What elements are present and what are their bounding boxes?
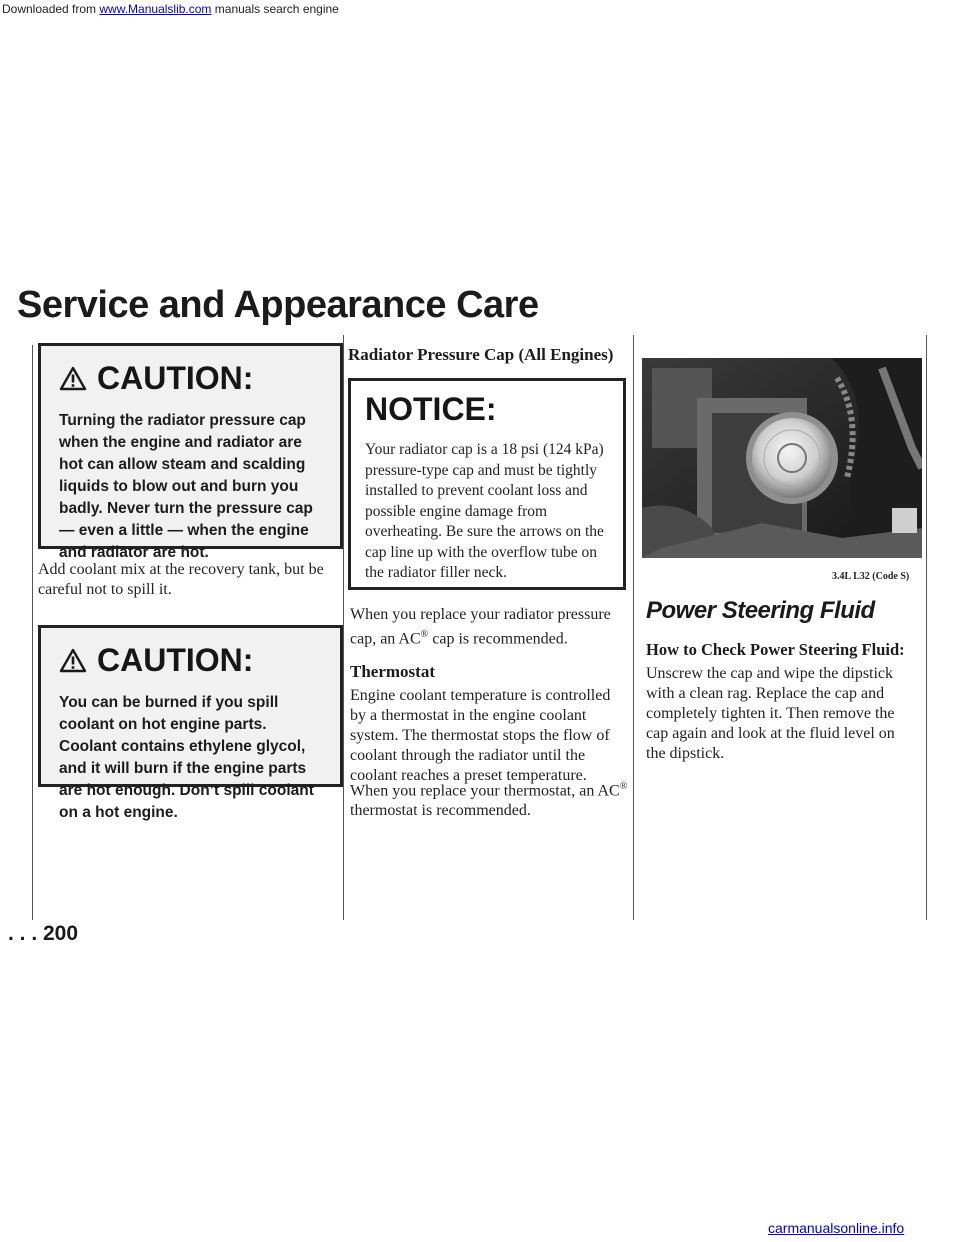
caution-heading: CAUTION: xyxy=(59,642,320,679)
radiator-cap-photo xyxy=(642,358,922,558)
column-rule-4 xyxy=(926,335,927,920)
check-fluid-paragraph: Unscrew the cap and wipe the dipstick with a clean rag. Replace the cap and completely tighten it. Then remove the cap again and look at the fluid level on the dipstick. xyxy=(646,665,895,762)
source-line xyxy=(2,2,339,16)
warning-triangle-icon xyxy=(59,366,87,391)
thermostat-heading: Thermostat xyxy=(350,662,435,681)
page-title: Service and Appearance Care xyxy=(17,284,539,326)
cap-recommend-paragraph: When you replace your radiator pressure cap, an AC® cap is recommended. xyxy=(350,606,611,648)
notice-box xyxy=(348,378,626,590)
column-rule-2 xyxy=(343,335,344,920)
page-number: . . . 200 xyxy=(8,922,79,945)
caution-text: Turning the radiator pressure cap when the engine and radiator are hot can allow steam and scalding liquids to blow out and burn you badly. Never turn the pressure cap — even a little — when the engine and radiator are hot. xyxy=(59,412,313,561)
radiator-cap-heading: Radiator Pressure Cap (All Engines) xyxy=(348,345,614,364)
coolant-mix-paragraph: Add coolant mix at the recovery tank, but be careful not to spill it. xyxy=(38,561,324,598)
manualslib-link[interactable]: www.Manualslib.com xyxy=(99,2,212,16)
warning-triangle-icon xyxy=(59,648,87,673)
engine-photo xyxy=(642,358,922,558)
check-fluid-heading: How to Check Power Steering Fluid: xyxy=(646,640,905,659)
thermostat-paragraph: Engine coolant temperature is controlled by a thermostat in the engine coolant system. The thermostat stops the flow of coolant through the radiator until the coolant reaches a preset temperature. xyxy=(350,687,611,784)
caution-box-1 xyxy=(38,343,343,561)
notice-heading: NOTICE: xyxy=(365,391,497,427)
caution-text: You can be burned if you spill coolant on hot engine parts. Coolant contains ethylene glycol, and it will burn if the engine parts are hot enough. Don’t spill coolant on a hot engine. xyxy=(59,694,314,821)
caution-box-2 xyxy=(38,625,343,821)
column-rule-1 xyxy=(32,345,33,920)
column-rule-3 xyxy=(633,335,634,920)
footer-link[interactable]: carmanualsonline.info xyxy=(768,1220,905,1236)
source-prefix: Downloaded from xyxy=(2,2,100,16)
footer-watermark xyxy=(768,1220,904,1236)
notice-text: Your radiator cap is a 18 psi (124 kPa) pressure-type cap and must be tightly installed to prevent coolant loss and possible engine damage from overheating. Be sure the arrows on the cap line up with the overflow tube on the radiator filler neck. xyxy=(365,441,604,581)
source-suffix: manuals search engine xyxy=(211,2,339,16)
caution-heading: CAUTION: xyxy=(59,360,320,397)
thermostat-recommend-paragraph: When you replace your thermostat, an AC® thermostat is recommended. xyxy=(350,781,628,820)
photo-caption: 3.4L L32 (Code S) xyxy=(832,571,910,582)
power-steering-heading: Power Steering Fluid xyxy=(646,597,875,624)
